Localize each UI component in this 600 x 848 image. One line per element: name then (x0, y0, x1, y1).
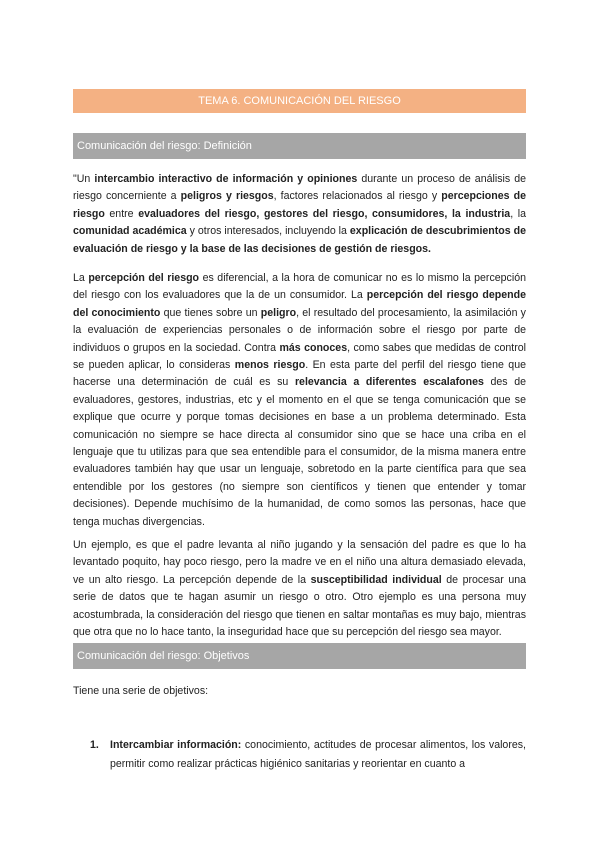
text-run: des de evaluadores, gestores, industrias, etc y el momento en el que se tenga comunicación que se explique que ocurre y porque tomas decisiones en base a un problema determinado. Esta comunicación no siempre se hace directa al consumidor sino que se hace una criba en el lenguaje que tu utilizas para que sea entendible para el consumidor, de la misma manera entre evaluadores también hay que usar un lenguaje, sobretodo en la parte científica para que sea entendible por los gestores (no siempre son científicos y tienen que entender y tomar decisiones). Depende muchísimo de la humanidad, de como somos las personas, hace que tenga muchas divergencias. (73, 376, 526, 528)
text-run: "Un (73, 173, 95, 185)
paragraph-perception (73, 270, 526, 531)
objectives-intro: Tiene una serie de objetivos: (73, 685, 209, 697)
text-run: durante un proceso de análisis de riesgo concerniente a (73, 173, 526, 203)
bold-run: peligro (260, 306, 297, 319)
section-heading-objetivos: Comunicación del riesgo: Objetivos (73, 643, 526, 669)
text-run: La (73, 272, 89, 284)
text-run: . En esta parte del perfil del riesgo tiene que hacerse una determinación de cuál es su (73, 359, 526, 389)
text-run: , el resultado del procesamiento, la asimilación y la evaluación de experiencias personales o de información sobre el riesgo por parte de individuos o grupos en la sociedad. Contra (73, 306, 526, 354)
paragraph-example (73, 537, 526, 641)
bold-run: percepciones de riesgo (73, 190, 526, 220)
text-run: Un ejemplo, es que el padre levanta al niño jugando y la sensación del padre es que lo ha levantado poquito, hay poco riesgo, pero la madre ve en el niño una altura demasiado elevada, ve un alto riesgo. La percepción depende de la (73, 539, 526, 586)
document-title: TEMA 6. COMUNICACIÓN DEL RIESGO (73, 89, 526, 113)
text-run: entre (104, 207, 139, 220)
list-item-text (90, 736, 526, 774)
bold-run: evaluadores del riesgo, gestores del riesgo, consumidores, la industria (138, 207, 511, 220)
bold-run: explicación de descubrimientos de evaluación de riesgo y la base de las decisiones de gestión de riesgos. (73, 225, 526, 255)
section-heading-definicion: Comunicación del riesgo: Definición (73, 133, 526, 159)
bold-run: comunidad académica (73, 225, 187, 238)
bold-run: más conoces (279, 341, 348, 354)
list-item-label: Intercambiar información: (110, 739, 242, 751)
bold-run: relevancia a diferentes escalafones (294, 376, 484, 389)
list-item-number: 1. (90, 739, 99, 751)
text-run: , la (510, 207, 526, 220)
text-run: que tienes sobre un (160, 306, 261, 319)
objectives-list (90, 736, 526, 774)
bold-run: percepción del riesgo (88, 272, 200, 284)
bold-run: peligros y riesgos (180, 190, 274, 203)
text-run: , como sabes que medidas de control se pueden aplicar, lo consideras (73, 341, 526, 372)
bold-run: susceptibilidad individual (310, 573, 442, 586)
text-run: , factores relacionados al riesgo y (273, 190, 442, 203)
text-run: es diferencial, a la hora de comunicar no es lo mismo la percepción del riesgo con los evaluadores que la de un consumidor. La (73, 272, 526, 302)
text-run: de procesar una serie de datos que te hagan asumir un riesgo o otro. Otro ejemplo es una persona muy acostumbrada, la consideración del riesgo que tienen en saltar montañas es muy bajo, mientras que otra que no lo hace tanto, la inseguridad hace que su percepción del riesgo sea mayor. (73, 573, 526, 639)
paragraph-definition (73, 171, 526, 258)
bold-run: intercambio interactivo de información y opiniones (94, 173, 358, 185)
list-item-body: conocimiento, actitudes de procesar alimentos, los valores, permitir como realizar prácticas higiénico sanitarias y reorientar en cuanto a (110, 739, 526, 770)
bold-run: menos riesgo (234, 359, 306, 372)
bold-run: percepción del riesgo depende del conocimiento (73, 289, 526, 319)
list-item (90, 736, 526, 774)
text-run: y otros interesados, incluyendo la (186, 225, 350, 238)
